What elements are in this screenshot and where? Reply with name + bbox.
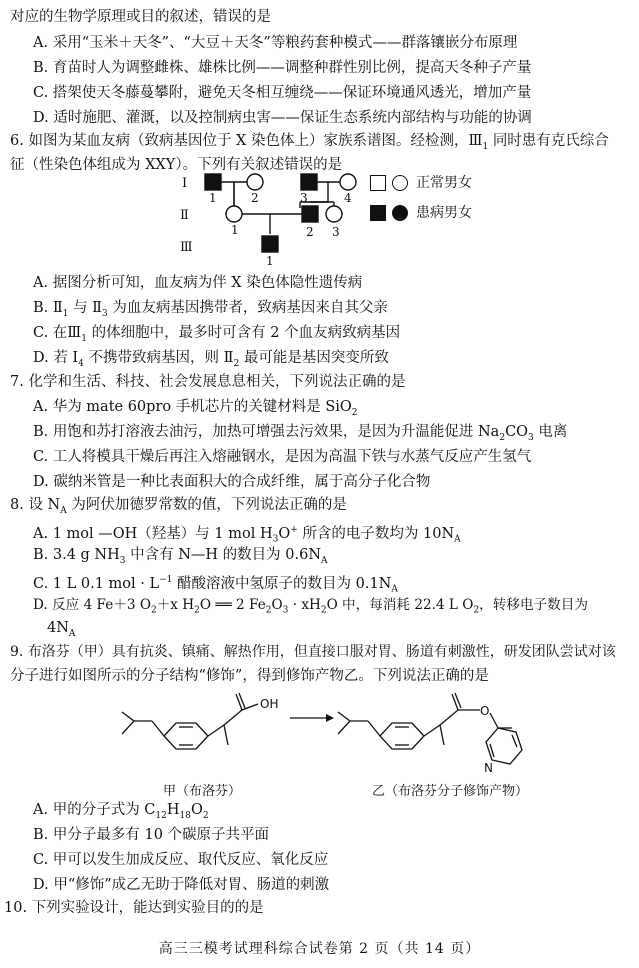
num-III1: 1 [266, 254, 274, 266]
product-o-label: O [480, 704, 490, 718]
pedigree-I3 [301, 174, 317, 190]
q7-option-a: A. 华为 mate 60pro 手机芯片的关键材料是 SiO$_2$ [33, 399, 358, 418]
q7-option-b: B. 用饱和苏打溶液去油污，加热可增强去污效果，是因为升温能促进 $Na_2CO_3$ 电离 [33, 424, 568, 443]
q5-option-c: C. 搭架使天冬藤蔓攀附，避免天冬相互缠绕——保证环境通风透光，增加产量 [33, 85, 532, 101]
q9-option-b: B. 甲分子最多有 10 个碳原子共平面 [33, 827, 270, 843]
caption-ibuprofen: 甲（布洛芬） [163, 784, 242, 799]
pedigree-I1 [205, 174, 221, 190]
q9-stem-line1: 9. 布洛芬（甲）具有抗炎、镇痛、解热作用，但直接口服对胃、肠道有刺激性，研发团队尝试对该 [10, 644, 616, 660]
q9-option-d: D. 甲“修饰”成乙无助于降低对胃、肠道的刺激 [33, 877, 330, 893]
q8-option-d: D. 反应 4 Fe＋3 $O_2+x$ $H_2O$ ══ 2 $Fe_2O_3 \cdot xH_2O$ 中，每消耗 22.4 L $O_2$，转移电子数目为 [33, 597, 588, 616]
num-I3: 3 [300, 191, 308, 205]
q5-option-d: D. 适时施肥、灌溉，以及控制病虫害——保证生态系统内部结构与功能的协调 [33, 110, 532, 126]
num-I4: 4 [344, 191, 352, 205]
gen-label-I: Ⅰ [182, 176, 188, 191]
num-I1: 1 [209, 191, 217, 205]
legend-normal-male-icon [370, 175, 386, 191]
page-footer: 高三三模考试理科综合试卷第 2 页（共 14 页） [158, 941, 481, 957]
q5-stem-continuation: 对应的生物学原理或目的叙述，错误的是 [10, 9, 271, 25]
pedigree-I4 [340, 174, 356, 190]
q8-option-b: B. 3.4 g $NH_3$ 中含有 N—H 的数目为 $0.6N_A$ [33, 547, 328, 566]
q8-option-a: A. 1 mol —OH（羟基）与 1 mol $H_3O^+$ 所含的电子数均为 $10N_A$ [33, 525, 461, 545]
q9-option-a: A. 甲的分子式为 $C_{12}H_{18}O_2$ [33, 802, 209, 821]
q6-option-d: D. 若 $Ⅰ_4$ 不携带致病基因，则 $Ⅱ_2$ 最可能是基因突变所致 [33, 350, 389, 369]
q8-option-c: C. 1 L 0.1 mol · $L^{-1}$ 醋酸溶液中氢原子的数目为 $0.1N_A$ [33, 575, 398, 595]
legend-affected-male-icon [370, 205, 386, 221]
q6-option-c: C. 在$Ⅲ_1$ 的体细胞中，最多时可含有 2 个血友病致病基因 [33, 325, 401, 344]
pedigree-II1 [226, 206, 242, 222]
legend-affected-female-icon [392, 205, 408, 221]
pedigree-II2 [302, 206, 318, 222]
num-II3: 3 [332, 225, 340, 239]
pedigree-III1 [262, 236, 278, 252]
q8-stem: 8. 设 $N_A$ 为阿伏加德罗常数的值，下列说法正确的是 [10, 497, 347, 516]
q6-stem-line2: 征（性染色体组成为 XXY）。下列有关叙述错误的是 [10, 157, 343, 173]
q7-stem: 7. 化学和生活、科技、社会发展息息相关，下列说法正确的是 [10, 374, 406, 390]
ibuprofen-structure [118, 690, 278, 770]
q5-option-b: B. 育苗时人为调整雌株、雄株比例——调整种群性别比例，提高天冬种子产量 [33, 60, 532, 76]
num-I2: 2 [251, 191, 259, 205]
q8-option-d-continuation: $4N_A$ [47, 620, 76, 639]
q9-stem-line2: 分子进行如图所示的分子结构“修饰”，得到修饰产物乙。下列说法正确的是 [10, 668, 489, 684]
ibuprofen-oh-label: OH [260, 697, 278, 711]
q9-option-c: C. 甲可以发生加成反应、取代反应、氧化反应 [33, 852, 329, 868]
gen-label-II: Ⅱ [180, 208, 189, 223]
pedigree-chart [180, 170, 370, 266]
gen-label-III: Ⅲ [180, 240, 193, 255]
q6-option-a: A. 据图分析可知，血友病为伴 X 染色体隐性遗传病 [33, 275, 363, 291]
legend-normal-female-icon [392, 175, 408, 191]
caption-modified-product: 乙（布洛芬分子修饰产物） [372, 784, 529, 799]
reaction-arrow-icon [290, 712, 334, 724]
legend-affected-label: 患病男女 [416, 205, 472, 221]
num-II1: 1 [231, 223, 239, 237]
q6-stem-line1: 6. 如图为某血友病（致病基因位于 X 染色体上）家族系谱图。经检测，$Ⅲ_1$ 同时患有克氏综合 [10, 133, 609, 152]
q7-option-c: C. 工人将模具干燥后再注入熔融钢水，是因为高温下铁与水蒸气反应产生氢气 [33, 449, 532, 465]
q5-option-a: A. 采用“玉米＋天冬”、“大豆＋天冬”等粮药套种模式——群落镶嵌分布原理 [33, 35, 518, 51]
modified-product-structure [334, 680, 544, 795]
legend-normal-label: 正常男女 [416, 175, 472, 191]
pedigree-II3 [326, 206, 342, 222]
num-II2: 2 [306, 225, 314, 239]
q6-option-b: B. $Ⅱ_1$ 与 $Ⅱ_3$ 为血友病基因携带者，致病基因来自其父亲 [33, 300, 388, 319]
pedigree-I2 [247, 174, 263, 190]
q7-option-d: D. 碳纳米管是一种比表面积大的合成纤维，属于高分子化合物 [33, 474, 431, 490]
q10-stem: 10. 下列实验设计，能达到实验目的的是 [4, 900, 264, 916]
product-n-label: N [484, 761, 493, 775]
